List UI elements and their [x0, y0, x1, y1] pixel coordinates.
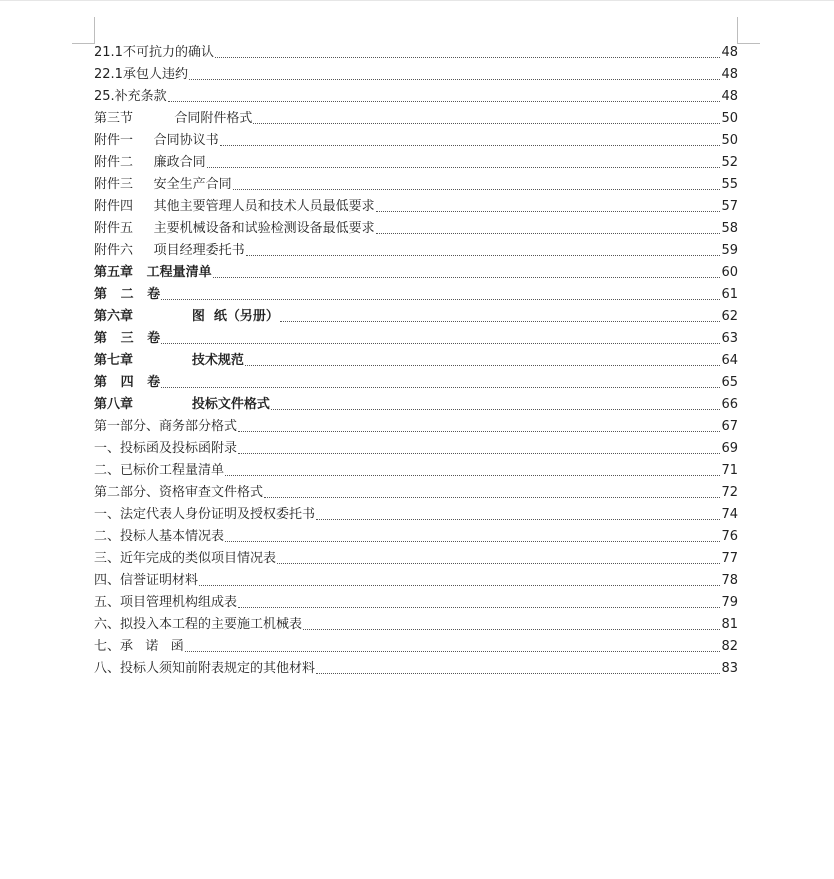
toc-entry-page-number: 61	[721, 287, 738, 302]
toc-entry-title: 第 二 卷	[94, 287, 161, 302]
toc-dot-leader	[215, 57, 721, 58]
toc-entry-title: 第七章 技术规范	[94, 353, 244, 368]
page-top-border	[0, 0, 834, 1]
toc-entry-title: 25.补充条款	[94, 89, 167, 104]
table-of-contents	[94, 42, 738, 680]
toc-entry-title: 一、法定代表人身份证明及授权委托书	[94, 507, 316, 522]
toc-entry-page-number: 66	[721, 397, 738, 412]
toc-entry-page-number: 67	[721, 419, 738, 434]
toc-entry[interactable]	[94, 614, 738, 636]
toc-entry[interactable]	[94, 416, 738, 438]
margin-corner-right	[737, 17, 760, 44]
toc-entry[interactable]	[94, 152, 738, 174]
toc-entry[interactable]	[94, 196, 738, 218]
toc-entry-title: 第五章 工程量清单	[94, 265, 212, 280]
toc-entry[interactable]	[94, 350, 738, 372]
toc-dot-leader	[245, 365, 721, 366]
toc-entry-page-number: 62	[721, 309, 738, 324]
toc-entry-title: 附件一 合同协议书	[94, 133, 219, 148]
toc-dot-leader	[225, 475, 720, 476]
toc-entry[interactable]	[94, 240, 738, 262]
toc-entry[interactable]	[94, 636, 738, 658]
toc-entry-title: 七、承 诺 函	[94, 639, 184, 654]
toc-entry-page-number: 50	[721, 133, 738, 148]
toc-dot-leader	[264, 497, 720, 498]
toc-dot-leader	[233, 189, 721, 190]
toc-dot-leader	[316, 673, 720, 674]
toc-entry[interactable]	[94, 86, 738, 108]
toc-entry-page-number: 69	[721, 441, 738, 456]
toc-entry-title: 第一部分、商务部分格式	[94, 419, 238, 434]
toc-entry-page-number: 63	[721, 331, 738, 346]
toc-entry-title: 21.1不可抗力的确认	[94, 45, 214, 60]
toc-entry[interactable]	[94, 306, 738, 328]
toc-dot-leader	[161, 343, 720, 344]
toc-dot-leader	[277, 563, 720, 564]
toc-entry-title: 二、已标价工程量清单	[94, 463, 225, 478]
toc-dot-leader	[238, 431, 720, 432]
toc-entry-title: 第二部分、资格审查文件格式	[94, 485, 264, 500]
toc-dot-leader	[280, 321, 721, 322]
toc-entry-page-number: 71	[721, 463, 738, 478]
toc-entry-page-number: 72	[721, 485, 738, 500]
toc-dot-leader	[376, 233, 721, 234]
toc-entry[interactable]	[94, 460, 738, 482]
toc-entry-page-number: 52	[721, 155, 738, 170]
toc-entry[interactable]	[94, 526, 738, 548]
toc-entry-page-number: 48	[721, 45, 738, 60]
toc-entry-page-number: 57	[721, 199, 738, 214]
toc-entry-title: 六、拟投入本工程的主要施工机械表	[94, 617, 303, 632]
toc-entry-title: 第三节 合同附件格式	[94, 111, 253, 126]
toc-entry-title: 附件四 其他主要管理人员和技术人员最低要求	[94, 199, 375, 214]
toc-dot-leader	[220, 145, 721, 146]
toc-entry-page-number: 60	[721, 265, 738, 280]
toc-entry-title: 附件六 项目经理委托书	[94, 243, 245, 258]
toc-entry-title: 第八章 投标文件格式	[94, 397, 270, 412]
toc-entry[interactable]	[94, 108, 738, 130]
toc-dot-leader	[271, 409, 721, 410]
toc-entry-page-number: 65	[721, 375, 738, 390]
toc-dot-leader	[161, 299, 720, 300]
toc-entry-page-number: 48	[721, 89, 738, 104]
toc-dot-leader	[161, 387, 720, 388]
toc-entry[interactable]	[94, 482, 738, 504]
toc-dot-leader	[168, 101, 721, 102]
toc-entry-page-number: 58	[721, 221, 738, 236]
toc-entry-title: 一、投标函及投标函附录	[94, 441, 238, 456]
toc-entry-title: 四、信誉证明材料	[94, 573, 199, 588]
toc-dot-leader	[238, 607, 720, 608]
toc-entry-page-number: 76	[721, 529, 738, 544]
toc-dot-leader	[238, 453, 720, 454]
toc-entry-title: 三、近年完成的类似项目情况表	[94, 551, 277, 566]
toc-entry[interactable]	[94, 218, 738, 240]
toc-entry[interactable]	[94, 548, 738, 570]
toc-entry-page-number: 59	[721, 243, 738, 258]
toc-entry-title: 第六章 图 纸（另册）	[94, 309, 279, 324]
toc-entry-title: 第 三 卷	[94, 331, 161, 346]
toc-dot-leader	[253, 123, 720, 124]
toc-entry[interactable]	[94, 438, 738, 460]
toc-entry[interactable]	[94, 504, 738, 526]
toc-entry-page-number: 83	[721, 661, 738, 676]
toc-dot-leader	[246, 255, 721, 256]
toc-entry[interactable]	[94, 328, 738, 350]
toc-entry-title: 附件二 廉政合同	[94, 155, 206, 170]
toc-entry[interactable]	[94, 658, 738, 680]
toc-entry[interactable]	[94, 174, 738, 196]
toc-entry-page-number: 48	[721, 67, 738, 82]
toc-entry-title: 第 四 卷	[94, 375, 161, 390]
toc-dot-leader	[207, 167, 721, 168]
toc-entry-page-number: 79	[721, 595, 738, 610]
toc-dot-leader	[316, 519, 720, 520]
toc-entry[interactable]	[94, 130, 738, 152]
toc-entry[interactable]	[94, 64, 738, 86]
toc-entry[interactable]	[94, 262, 738, 284]
toc-dot-leader	[225, 541, 720, 542]
toc-entry-title: 八、投标人须知前附表规定的其他材料	[94, 661, 316, 676]
toc-entry-page-number: 82	[721, 639, 738, 654]
toc-entry-page-number: 77	[721, 551, 738, 566]
toc-entry-title: 附件三 安全生产合同	[94, 177, 232, 192]
toc-entry-page-number: 55	[721, 177, 738, 192]
toc-entry-page-number: 81	[721, 617, 738, 632]
toc-dot-leader	[189, 79, 721, 80]
toc-entry[interactable]	[94, 42, 738, 64]
toc-dot-leader	[185, 651, 721, 652]
toc-dot-leader	[199, 585, 720, 586]
toc-dot-leader	[213, 277, 721, 278]
toc-entry-page-number: 50	[721, 111, 738, 126]
toc-entry-title: 五、项目管理机构组成表	[94, 595, 238, 610]
toc-entry-page-number: 78	[721, 573, 738, 588]
toc-entry-page-number: 74	[721, 507, 738, 522]
toc-entry-title: 22.1承包人违约	[94, 67, 188, 82]
toc-entry[interactable]	[94, 284, 738, 306]
toc-dot-leader	[376, 211, 721, 212]
margin-corner-left	[72, 17, 95, 44]
toc-dot-leader	[303, 629, 720, 630]
toc-entry[interactable]	[94, 372, 738, 394]
toc-entry[interactable]	[94, 592, 738, 614]
toc-entry-title: 附件五 主要机械设备和试验检测设备最低要求	[94, 221, 375, 236]
toc-entry-page-number: 64	[721, 353, 738, 368]
toc-entry-title: 二、投标人基本情况表	[94, 529, 225, 544]
toc-entry[interactable]	[94, 394, 738, 416]
toc-entry[interactable]	[94, 570, 738, 592]
